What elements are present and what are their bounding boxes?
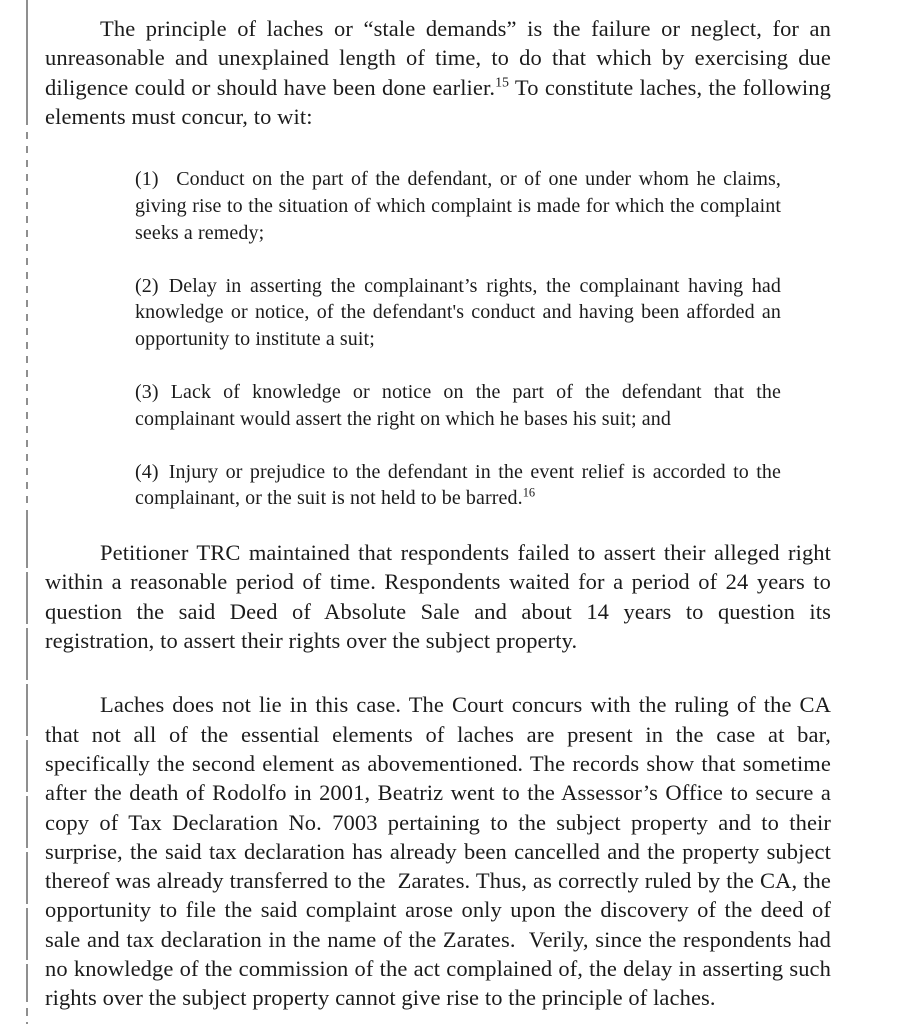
left-margin-scanline-tail <box>26 994 28 1024</box>
document-body-text <box>45 14 831 1024</box>
footnote-marker: 16 <box>522 485 536 500</box>
blockquote-item: (4) Injury or prejudice to the defendant in the event relief is accorded to the complainant, or the suit is not held to be barred.$^{16}$ <box>135 460 781 510</box>
left-margin-scanline-top <box>26 0 28 118</box>
blockquote-item: (3) Lack of knowledge or notice on the part of the defendant that the complainant would assert the right on which he bases his suit; and <box>135 380 781 430</box>
blockquote-item: (2) Delay in asserting the complainant’s rights, the complainant having had knowledge or notice, of the defendant's conduct and having been afforded an opportunity to institute a suit; <box>135 274 781 351</box>
paragraph: Petitioner TRC maintained that respondents failed to assert their alleged right within a reasonable period of time. Respondents waited for a period of 24 years to question the said Deed of Absolute Sale and about 14 years to question its registration, to assert their rights over the subject property. <box>45 540 831 654</box>
paragraph: Laches does not lie in this case. The Court concurs with the ruling of the CA that not all of the essential elements of laches are present in the case at bar, specifically the second element as abovementioned. The records show that sometime after the death of Rodolfo in 2001, Beatriz went to the Assessor’s Office to secure a copy of Tax Declaration No. 7003 pertaining to the subject property and to their surprise, the said tax declaration has already been cancelled and the property subject thereof was already transferred to the Zarates. Thus, as correctly ruled by the CA, the opportunity to file the said complaint arose only upon the discovery of the deed of sale and tax declaration in the name of the Zarates. Verily, since the respondents had no knowledge of the commission of the act complained of, the delay in asserting such rights over the subject property cannot give rise to the principle of laches. <box>45 692 831 1011</box>
left-margin-scanline-middle <box>26 118 28 516</box>
footnote-marker: 15 <box>495 75 510 91</box>
paragraph: The principle of laches or “stale demands” is the failure or neglect, for an unreasonable and unexplained length of time, to do that which by exercising due diligence could or should have been done earlier.$^{15}$ To constitute laches, the following elements must concur, to wit: <box>45 16 831 129</box>
blockquote-item: (1) Conduct on the part of the defendant, or of one under whom he claims, giving rise to the situation of which complaint is made for which the complaint seeks a remedy; <box>135 168 781 244</box>
left-margin-scanline-bottom <box>26 516 28 994</box>
